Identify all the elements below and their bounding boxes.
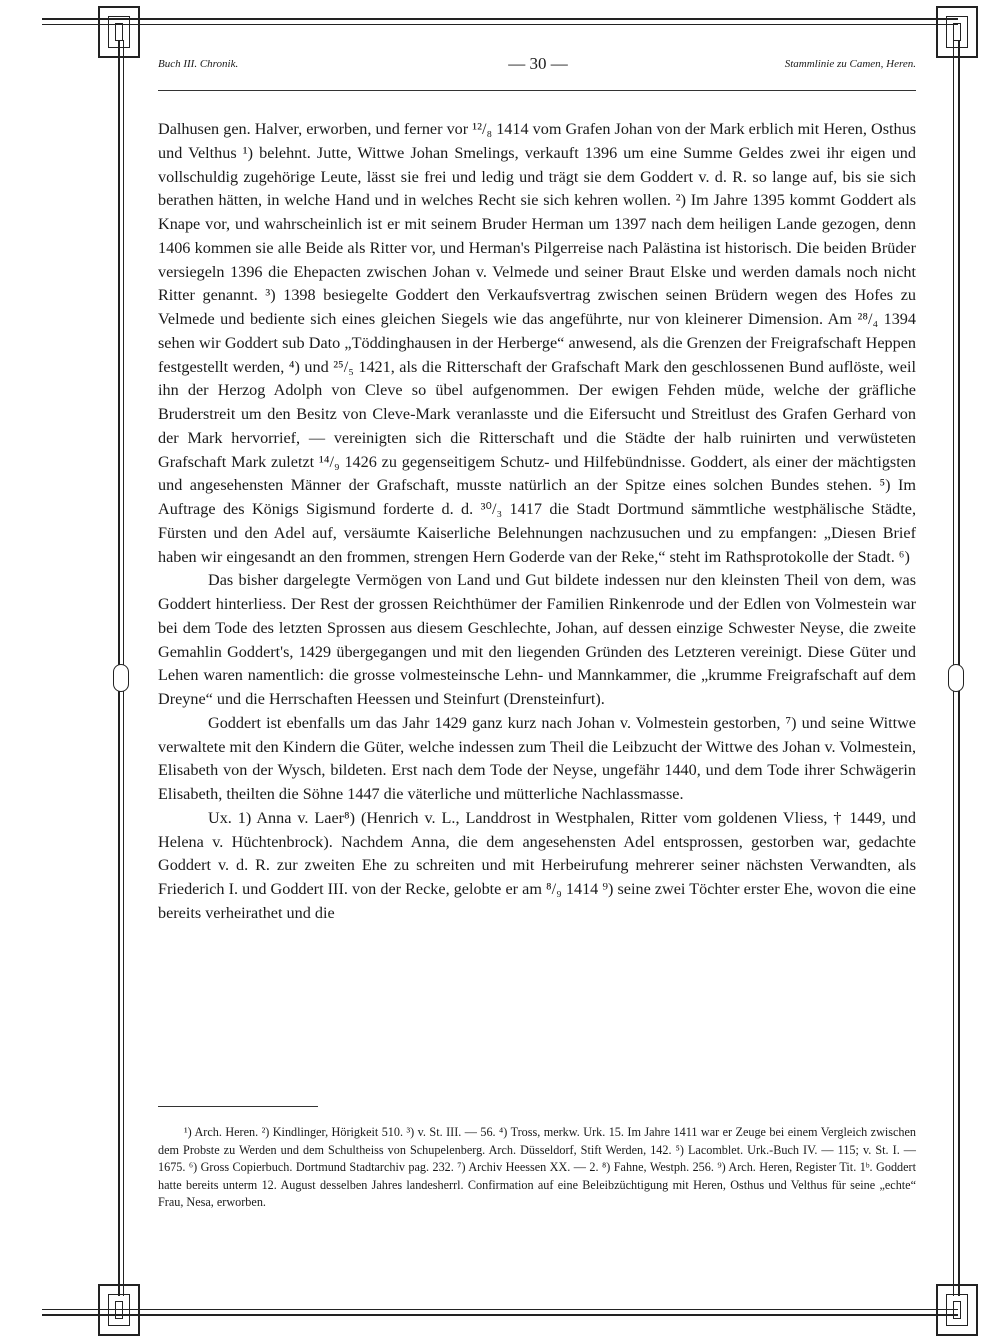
- header-left: Buch III. Chronik.: [158, 58, 239, 70]
- header-rule: [158, 90, 916, 91]
- main-text: [158, 118, 916, 926]
- paragraph-2: Das bisher dargelegte Vermögen von Land und Gut bildete indessen nur den kleinsten Theil von dem, was Goddert hinterliess. Der Rest der grossen Reichthümer der Familien Rinkenrode und der Edlen von Volmestein war bei dem Tode des letzten Sprossen aus diesem Geschlechte, Johan, auf dessen einzige Schwester Neyse, die zweite Gemahlin Goddert's, 1429 übergegangen und mit den liegenden Gründen des Letzteren vereinigt. Diese Güter und Lehen waren namentlich: die grosse volmesteinsche Lehn- und Mannkammer, die „krumme Freigrafschaft auf dem Dreyne“ und die Herrschaften Heessen und Steinfurt (Drensteinfurt).: [158, 571, 916, 708]
- frame-top-line: [42, 18, 958, 20]
- paragraph-1: Dalhusen gen. Halver, erworben, und ferner vor ¹²/₈ 1414 vom Grafen Johan von der Mark erblich mit Heren, Osthus und Velthus ¹) belehnt. Jutte, Wittwe Johan Smelings, verkauft 1396 um eine Summe Geldes zwei ihr eigen und vollschuldig zugehörige Leute, lässt sie frei und ledig und trägt sie dem Goddert v. d. R. so lange auf, bis sie sich berathen hätten, in welche Hand und in welches Recht sie sich kehren wollen. ²) Im Jahre 1395 kommt Goddert als Knape vor, und wahrscheinlich ist er mit seinem Bruder Herman um 1397 nach dem heiligen Lande gezogen, denn 1406 kommen sie alle Beide als Ritter vor, und Herman's Pilgerreise nach Palästina ist historisch. Die beiden Brüder versiegeln 1396 die Ehepacten zwischen Johan v. Velmede und seiner Braut Elske und werden damals noch nicht Ritter genannt. ³) 1398 besiegelte Goddert den Verkaufsvertrag zwischen seinen Brüdern wegen des Hofes zu Velmede und bediente sich eines gleichen Siegels wie das angeführte, nur von kleinerer Dimension. Am ²⁸/₄ 1394 sehen wir Goddert sub Dato „Töddinghausen in der Herberge“ anwesend, als die Grenzen der Freigrafschaft Heppen festgestellt werden, ⁴) und ²⁵/₅ 1421, als die Ritterschaft der Grafschaft Mark den geschlossenen Bund auflöste, weil ihn der Herzog Adolph von Cleve so übel aufgenommen. Der ewigen Fehden müde, welche der gräfliche Bruderstreit um den Besitz von Cleve-Mark veranlasste und die Eifersucht und Streitlust des Grafen Gerhard von der Mark hervorrief, — vereinigten sich die Ritterschaft und die Städte der halb ruinirten und verwüsteten Grafschaft Mark zuletzt ¹⁴/₉ 1426 zu gegenseitigem Schutz- und Hilfebündnisse. Goddert, als einer der mächtigsten und angesehensten Männer der Grafschaft, musste natürlich an der Spitze eines solchen Bundes stehen. ⁵) Im Auftrage des Königs Sigismund forderte d. d. ³⁰/₃ 1417 die Stadt Dortmund sämmtliche westphälische Städte, Fürsten und den Adel auf, versäumte Kaiserliche Belehnungen nachzusuchen und zu empfangen: „Diesen Brief haben wir eingesandt an den frommen, strengen Hern Goderde van der Reke,“ steht im Rathsprotokolle der Stadt. ⁶): [158, 120, 916, 566]
- footnote-text: ¹) Arch. Heren. ²) Kindlinger, Hörigkeit 510. ³) v. St. III. — 56. ⁴) Tross, merkw. Urk. 15. Im Jahre 1411 war er Zeuge bei einem Vergleich zwischen dem Probste zu Werden und dem Schultheiss von Schupelenberg. Arch. Düsseldorf, Stift Werden, 142. ⁵) Lacomblet. Urk.-Buch IV. — 115; v. St. I. — 1675. ⁶) Gross Copierbuch. Dortmund Stadtarchiv pag. 232. ⁷) Archiv Heessen XX. — 2. ⁸) Fahne, Westph. 256. ⁹) Arch. Heren, Register Tit. 1ᵇ. Goddert hatte bereits unterm 12. August desselben Jahres landesherrl. Confirmation auf eine Beleibzüchtigung mit Heren, Osthus und Velthus für seine „echte“ Frau, Nesa, erworben.: [158, 1125, 916, 1209]
- ornament-right-mid: [948, 664, 964, 692]
- ornament-corner-top-right: [936, 6, 978, 58]
- footnotes: [158, 1124, 916, 1212]
- footnote-rule: [158, 1106, 318, 1107]
- frame-bottom-line-inner: [42, 1309, 958, 1310]
- ornament-corner-bottom-left: [98, 1284, 140, 1336]
- ornament-left-mid: [113, 664, 129, 692]
- paragraph-4: Ux. 1) Anna v. Laer⁸) (Henrich v. L., Landdrost in Westphalen, Ritter vom goldenen Vliess, † 1449, und Helena v. Hüchtenbrock). Nachdem Anna, die dem angesehensten Adel entsprossen, gestorben war, gedachte Goddert v. d. R. zur zweiten Ehe zu schreiten und mit Herbeirufung mehrerer seiner nächsten Verwandten, als Friederich I. und Goddert III. von der Recke, gelobte er am ⁸/₉ 1414 ⁹) seine zwei Töchter erster Ehe, wovon die eine bereits verheirathet und die: [158, 808, 916, 922]
- paragraph-3: Goddert ist ebenfalls um das Jahr 1429 ganz kurz nach Johan v. Volmestein gestorben, ⁷) und seine Wittwe verwaltete mit den Kindern die Güter, welche indessen zum Theil die Leibzucht der Wittwe des Johan v. Volmestein, Elisabeth von der Wysch, bildeten. Erst nach dem Tode der Neyse, ungefähr 1440, und dem Tode ihrer Schwägerin Elisabeth, theilten die Söhne 1447 die väterliche und mütterliche Nachlassmasse.: [158, 713, 916, 803]
- ornament-corner-top-left: [98, 6, 140, 58]
- running-header: [158, 54, 916, 78]
- frame-top-line-inner: [42, 24, 958, 25]
- ornament-corner-bottom-right: [936, 1284, 978, 1336]
- page-number: — 30 —: [508, 54, 568, 73]
- header-right: Stammlinie zu Camen, Heren.: [784, 58, 916, 70]
- frame-bottom-line: [42, 1314, 958, 1316]
